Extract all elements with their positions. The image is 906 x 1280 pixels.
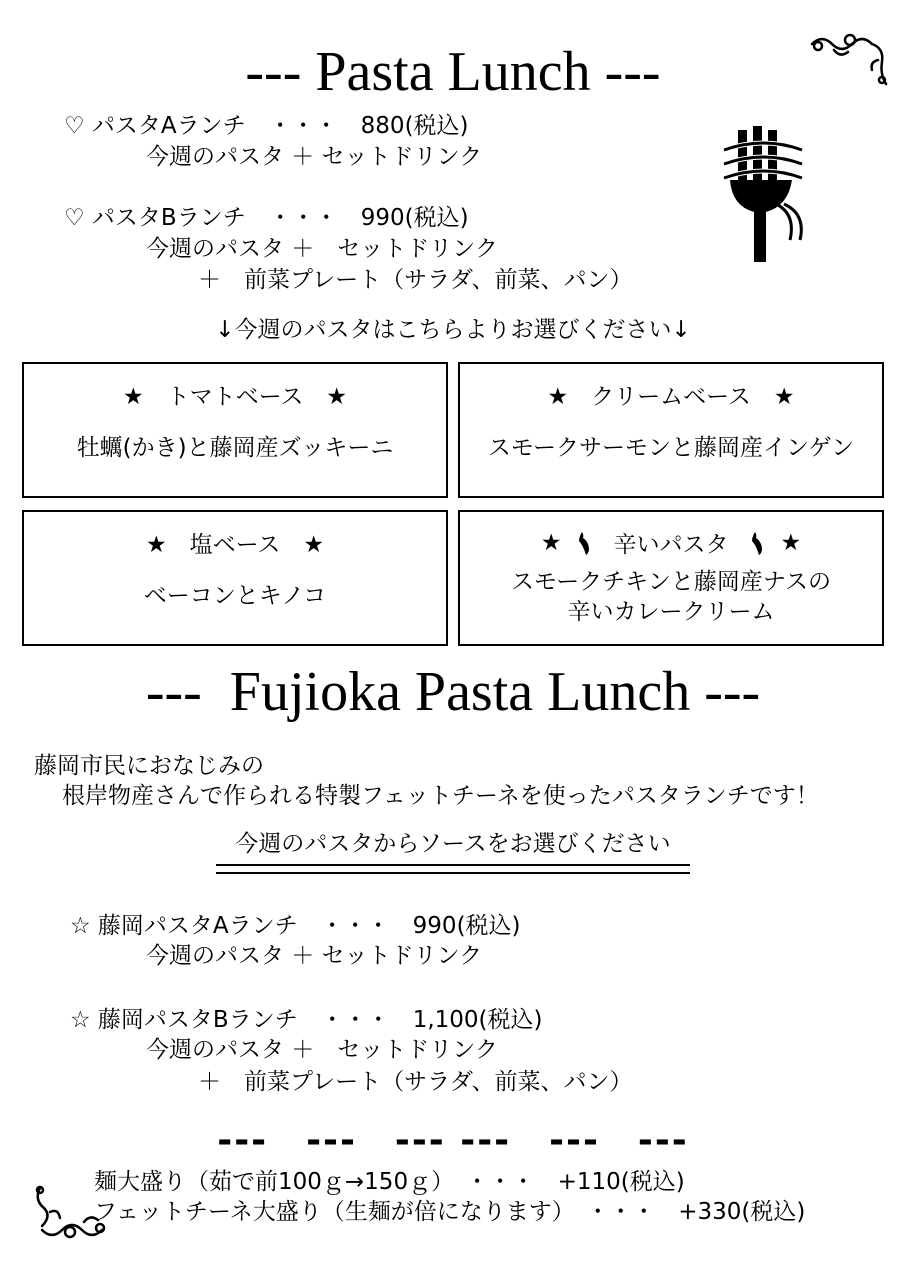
section2-title: --- Fujioka Pasta Lunch --- (145, 661, 761, 723)
tomato-base-dish: 牡蠣(かき)と藤岡産ズッキーニ (76, 435, 394, 461)
spicy-star-right: ★ (780, 529, 802, 556)
fujioka-pasta-b-desc2: ＋ 前菜プレート（サラダ、前菜、パン） (198, 1069, 633, 1095)
fujioka-pasta-a-name: ☆ 藤岡パスタAランチ ・・・ 990(税込) (70, 913, 521, 939)
pasta-b-lunch-desc2: ＋ 前菜プレート（サラダ、前菜、パン） (198, 267, 633, 293)
spicy-star-left: ★ (540, 529, 562, 556)
spicy-pasta-dish-line2: 辛いカレークリーム (567, 599, 775, 625)
fork-pasta-icon (716, 124, 808, 264)
sauce-select-note: 今週のパスタからソースをお選びください (235, 831, 671, 857)
pasta-a-lunch-name: ♡ パスタAランチ ・・・ 880(税込) (64, 113, 469, 139)
chili-pepper-icon (749, 530, 767, 556)
pasta-a-lunch-desc: 今週のパスタ ＋ セットドリンク (146, 144, 483, 170)
extra-large-noodles: 麺大盛り（茹で前100ｇ→150ｇ） ・・・ +110(税込) (94, 1169, 685, 1195)
cream-base-dish: スモークサーモンと藤岡産インゲン (487, 435, 855, 461)
salt-base-box (22, 510, 448, 646)
pasta-b-lunch-name: ♡ パスタBランチ ・・・ 990(税込) (64, 205, 469, 231)
fujioka-intro-line2: 根岸物産さんで作られる特製フェットチーネを使ったパスタランチです！ (62, 783, 819, 809)
choose-pasta-note: ↓今週のパスタはこちらよりお選びください↓ (215, 317, 691, 343)
salt-base-heading: ★ 塩ベース ★ (145, 532, 325, 558)
fujioka-pasta-b-name: ☆ 藤岡パスタBランチ ・・・ 1,100(税込) (70, 1007, 543, 1033)
ornament-bottom-left-icon (30, 1182, 114, 1244)
section1-title: --- Pasta Lunch --- (245, 41, 661, 103)
extra-large-fettuccine: フェットチーネ大盛り（生麺が倍になります） ・・・ +330(税込) (94, 1199, 806, 1225)
fujioka-intro-line1: 藤岡市民におなじみの (34, 753, 264, 779)
pasta-b-lunch-desc: 今週のパスタ ＋ セットドリンク (146, 236, 498, 262)
cream-base-heading: ★ クリームベース ★ (547, 384, 795, 410)
spicy-pasta-box (458, 510, 884, 646)
tomato-base-box (22, 362, 448, 498)
fujioka-pasta-a-desc: 今週のパスタ ＋ セットドリンク (146, 943, 483, 969)
spicy-pasta-heading (460, 526, 882, 559)
spicy-pasta-dish-line1: スモークチキンと藤岡産ナスの (511, 569, 831, 595)
sauce-note-double-underline (216, 864, 690, 874)
tomato-base-heading: ★ トマトベース ★ (122, 384, 348, 410)
spicy-pasta-label: 辛いパスタ (613, 532, 729, 558)
fujioka-pasta-b-desc: 今週のパスタ ＋ セットドリンク (146, 1037, 498, 1063)
divider-dashes: --- --- --- --- --- --- (217, 1120, 689, 1161)
salt-base-dish: ベーコンとキノコ (143, 583, 327, 609)
cream-base-box (458, 362, 884, 498)
chili-pepper-icon (576, 530, 594, 556)
